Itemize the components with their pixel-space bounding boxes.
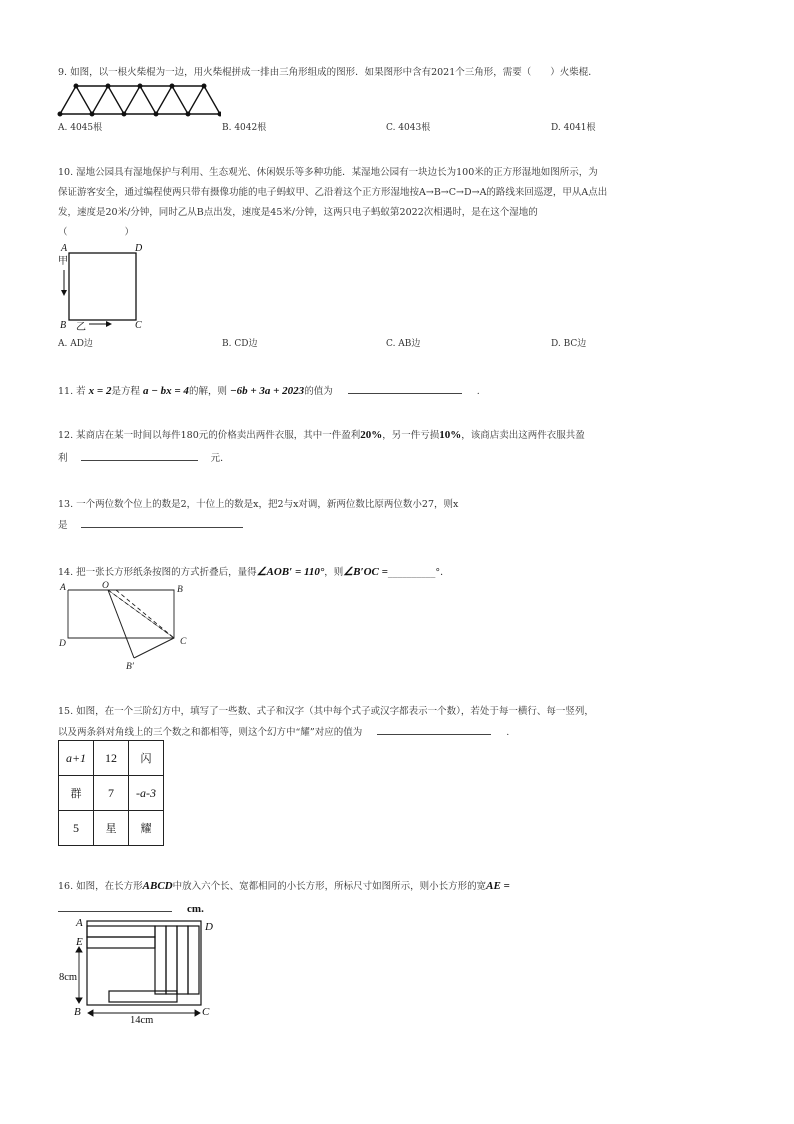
magic-cell: 星 [94,811,129,846]
q14-eq-boc: ∠B′OC = [343,566,388,578]
q12-mid: ，另一件亏损 [382,430,440,441]
q14-label-b-prime: B′ [126,662,134,672]
q14-post: °． [435,567,450,578]
q14-label-c: C [180,637,187,647]
q15-magic-square [58,740,164,846]
q10-answer-paren: （ ） [58,227,135,238]
magic-cell: 5 [59,811,94,846]
q11-eq-x: x = 2 [88,385,112,397]
q14-pre: 14. 把一张长方形纸条按图的方式折叠后，量得 [58,567,257,578]
q12-profit-percent: 20% [360,429,383,441]
q9-option-c[interactable]: C. 4043根 [386,123,431,133]
q14-label-b: B [177,585,183,595]
q12-answer-blank[interactable] [81,451,198,461]
q15-line2-text: 以及两条斜对角线上的三个数之和都相等，则这个幻方中“耀”对应的值为 [58,727,363,738]
q10-option-d[interactable]: D. BC边 [551,339,587,349]
q16-answer-blank[interactable] [58,902,172,912]
q10-line3: 发，速度是20米/分钟，同时乙从B点出发，速度是45米/分钟，这两只电子蚂蚁第2022次相遇时，是在这个湿地的 [58,207,538,218]
q9-option-a[interactable]: A. 4045根 [58,123,103,133]
q16-line1 [58,880,510,893]
q11-mid: 是方程 [111,386,140,397]
q10-label-jia: 甲 [58,256,68,267]
magic-cell: a+1 [59,741,94,776]
q11-post: 的值为 [304,386,333,397]
q16-pre: 16. 如图，在长方形 [58,881,143,892]
q14-line [58,566,450,579]
q11-line [58,384,480,398]
magic-cell: -a-3 [129,776,164,811]
q10-option-b[interactable]: B. CD边 [222,339,258,349]
q13-line2-prefix: 是 [58,520,68,531]
q12-line2 [58,451,230,465]
q16-unit: cm. [187,903,204,915]
magic-cell: 闪 [129,741,164,776]
q15-end: . [506,727,510,738]
q12-line2-prefix: 利 [58,453,68,464]
q14-answer-blank[interactable]: __________ [387,567,436,578]
q12-pre: 12. 某商店在某一时间以每件180元的价格卖出两件衣服，其中一件盈利 [58,430,361,441]
q9-option-d[interactable]: D. 4041根 [551,123,596,133]
q12-unit: 元． [210,453,230,464]
q13-line1: 13. 一个两位数个位上的数是2，十位上的数是x，把2与x对调，新两位数比原两位数小27，则x [58,499,459,510]
magic-cell: 群 [59,776,94,811]
q15-line1: 15. 如图，在一个三阶幻方中，填写了一些数、式子和汉字（其中每个式子或汉字都表示一个数），若处于每一横行、每一竖列， [58,706,594,717]
q12-loss-percent: 10% [439,429,462,441]
q14-label-o: O [102,581,109,591]
q16-label-c: C [202,1006,210,1018]
q16-label-e: E [76,936,83,948]
q12-post: ，该商店卖出这两件衣服共盈 [461,430,585,441]
q10-square-figure [56,240,156,332]
q10-label-c: C [135,320,142,331]
q11-eq-equation: a − bx = 4 [143,385,189,397]
q11-end: . [476,386,480,397]
q14-eq-aob: ∠AOB′ = 110° [256,566,325,578]
q15-line2 [58,725,509,739]
q16-label-a: A [76,917,83,929]
q11-pre: 11. 若 [58,386,86,397]
q10-label-a: A [61,243,68,254]
q9-option-b[interactable]: B. 4042根 [222,123,267,133]
q10-option-c[interactable]: C. AB边 [386,339,421,349]
q9-matchstick-figure [56,82,221,118]
q16-mid: 中放入六个长、宽都相同的小长方形，所标尺寸如图所示，则小长方形的宽 [172,881,487,892]
q11-answer-blank[interactable] [348,384,462,394]
q10-label-d: D [135,243,143,254]
q14-label-d: D [59,639,66,649]
magic-cell: 耀 [129,811,164,846]
q12-line1 [58,429,585,442]
q13-answer-blank[interactable] [81,518,243,528]
q16-label-height: 8cm [59,972,78,983]
q10-option-a[interactable]: A. AD边 [58,339,93,349]
q16-eq-ae: AE = [486,880,510,892]
q10-label-b: B [60,320,67,331]
magic-cell: 7 [94,776,129,811]
q15-answer-blank[interactable] [377,725,491,735]
q14-fold-figure [56,580,196,672]
q10-line2: 保证游客安全，通过编程使两只带有摄像功能的电子蚂蚁甲、乙沿着这个正方形湿地按A→B→C→D→A的路线来回巡逻，甲从A点出 [58,187,608,198]
q16-label-d: D [205,921,213,933]
q11-eq-expression: −6b + 3a + 2023 [229,385,305,397]
q16-eq-abcd: ABCD [142,880,173,892]
magic-cell: 12 [94,741,129,776]
q10-line1: 10. 湿地公园具有湿地保护与利用、生态观光、休闲娱乐等多种功能．某湿地公园有一块边长为100米的正方形湿地如图所示，为 [58,167,598,178]
q16-label-b: B [74,1006,81,1018]
q16-label-width: 14cm [130,1015,154,1026]
q14-mid: ，则 [324,567,344,578]
q14-label-a: A [60,583,66,593]
q10-label-yi: 乙 [76,322,86,332]
q11-mid2: 的解，则 [188,386,227,397]
q16-rectangle-figure [56,914,226,1026]
q9-text: 9. 如图，以一根火柴棍为一边，用火柴棍拼成一排由三角形组成的图形．如果图形中含有2021个三角形，需要（ ）火柴棍． [58,67,598,78]
q13-line2 [58,518,243,532]
